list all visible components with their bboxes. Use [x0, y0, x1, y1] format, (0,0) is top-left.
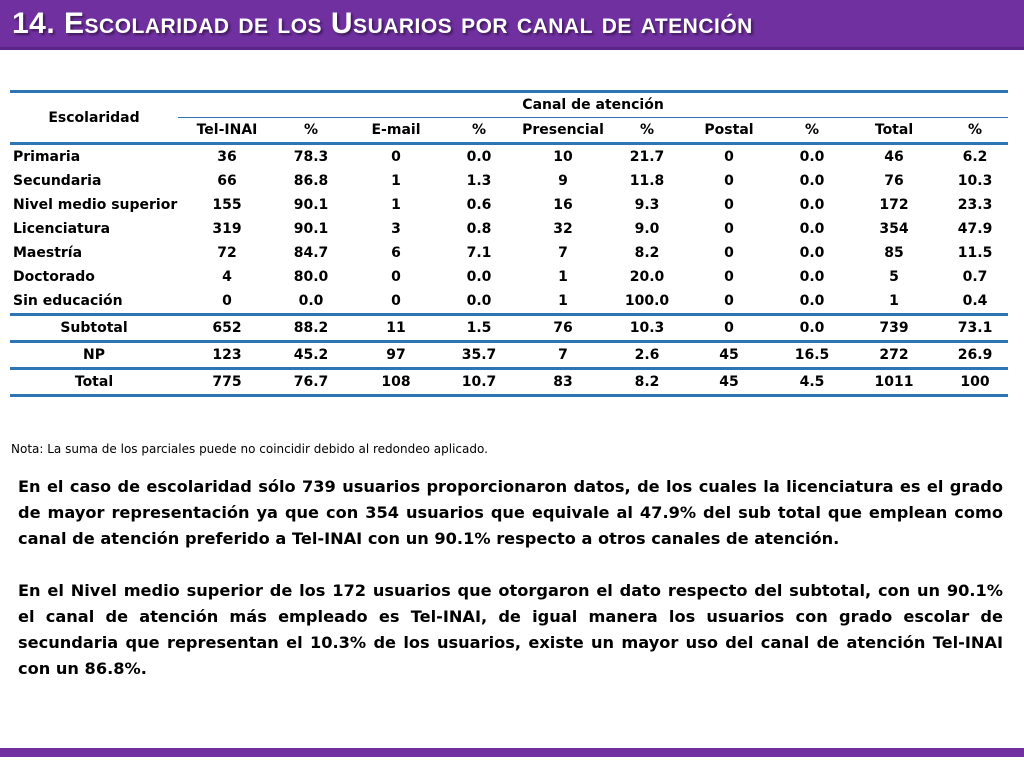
- table-cell: 9.3: [634, 197, 660, 213]
- column-header: %: [639, 122, 655, 138]
- table-cell: 8.2: [634, 374, 660, 390]
- table-cell: 20.0: [629, 269, 665, 285]
- table-cell: 88.2: [293, 320, 329, 336]
- table-cell: 76: [884, 173, 904, 189]
- table-cell: 0.0: [466, 149, 492, 165]
- table-row: [10, 169, 1008, 193]
- table-cell: 1: [558, 293, 568, 309]
- table-cell: 652: [212, 320, 242, 336]
- table-row: [10, 289, 1008, 315]
- table-cell: 32: [553, 221, 573, 237]
- table-cell: 0.0: [799, 173, 825, 189]
- table-cell: 4.5: [799, 374, 825, 390]
- table-cell: 16.5: [794, 347, 830, 363]
- row-label: Maestría: [13, 245, 83, 261]
- column-header: Postal: [704, 122, 754, 138]
- table-cell: 0: [222, 293, 232, 309]
- table-row: [10, 144, 1008, 170]
- header-escolaridad: Escolaridad: [10, 92, 178, 144]
- table-row: [10, 193, 1008, 217]
- table-cell: 0: [724, 245, 734, 261]
- column-header: Total: [874, 122, 914, 138]
- row-label: Secundaria: [13, 173, 102, 189]
- table-cell: 0: [391, 293, 401, 309]
- column-header: %: [471, 122, 487, 138]
- table-cell: 775: [212, 374, 242, 390]
- column-header: Presencial: [522, 122, 604, 138]
- table-cell: 16: [553, 197, 573, 213]
- table-cell: 0: [724, 149, 734, 165]
- table-cell: 66: [217, 173, 237, 189]
- table-cell: 8.2: [634, 245, 660, 261]
- table-cell: 1: [391, 173, 401, 189]
- table-cell: 0.0: [799, 245, 825, 261]
- table-cell: 7: [558, 347, 568, 363]
- table-cell: 6: [391, 245, 401, 261]
- table-cell: 21.7: [629, 149, 665, 165]
- table-cell: 97: [386, 347, 406, 363]
- table-cell: 354: [879, 221, 909, 237]
- subtotal-row: [10, 315, 1008, 342]
- table-cell: 45.2: [293, 347, 329, 363]
- table-cell: 0.7: [962, 269, 988, 285]
- table-cell: 1.5: [466, 320, 492, 336]
- table-cell: 0.4: [962, 293, 988, 309]
- table-cell: 83: [553, 374, 573, 390]
- analysis-text: [18, 474, 1003, 708]
- table-cell: 9: [558, 173, 568, 189]
- table-cell: 2.6: [634, 347, 660, 363]
- table-cell: 3: [391, 221, 401, 237]
- page-title: 14. Escolaridad de los Usuarios por canal de atención: [12, 7, 753, 40]
- np-row: [10, 342, 1008, 369]
- table-cell: 0: [724, 221, 734, 237]
- table-cell: 0.0: [466, 293, 492, 309]
- table-cell: 100: [960, 374, 990, 390]
- row-label: Primaria: [13, 149, 81, 165]
- table-cell: 10: [553, 149, 573, 165]
- table-cell: 23.3: [957, 197, 993, 213]
- table-cell: 1.3: [466, 173, 492, 189]
- paragraph: En el Nivel medio superior de los 172 usuarios que otorgaron el dato respecto del subtotal, con un 90.1% el canal de atención más empleado es Tel-INAI, de igual manera los usuarios con grado escolar de secundaria que representan el 10.3% de los usuarios, existe un mayor uso del canal de atención Tel-INAI con un 86.8%.: [18, 581, 1003, 678]
- row-label: Sin educación: [13, 293, 123, 309]
- table-cell: 739: [879, 320, 909, 336]
- table-cell: 319: [212, 221, 242, 237]
- table-cell: 0.0: [799, 320, 825, 336]
- table-cell: 78.3: [293, 149, 329, 165]
- table-cell: 86.8: [293, 173, 329, 189]
- table-cell: 0.0: [799, 197, 825, 213]
- table-cell: 73.1: [957, 320, 993, 336]
- table-cell: 76: [553, 320, 573, 336]
- row-label: Total: [74, 374, 114, 390]
- table-cell: 45: [719, 347, 739, 363]
- table-cell: 36: [217, 149, 237, 165]
- row-label: Nivel medio superior: [13, 197, 178, 213]
- table-cell: 0: [724, 197, 734, 213]
- table-cell: 0: [391, 269, 401, 285]
- table-cell: 0.6: [466, 197, 492, 213]
- table-cell: 0: [724, 269, 734, 285]
- table-cell: 123: [212, 347, 242, 363]
- table-cell: 26.9: [957, 347, 993, 363]
- table-cell: 6.2: [962, 149, 988, 165]
- table-cell: 76.7: [293, 374, 329, 390]
- table-cell: 272: [879, 347, 909, 363]
- table-cell: 7: [558, 245, 568, 261]
- table-cell: 0: [724, 293, 734, 309]
- table-cell: 85: [884, 245, 904, 261]
- table-cell: 1011: [874, 374, 914, 390]
- table-cell: 0.0: [298, 293, 324, 309]
- table-cell: 72: [217, 245, 237, 261]
- total-row: [10, 369, 1008, 396]
- escolaridad-table: [10, 90, 1008, 397]
- row-label: Doctorado: [13, 269, 95, 285]
- table-cell: 10.3: [629, 320, 665, 336]
- table-cell: 1: [558, 269, 568, 285]
- header-row-group: [10, 92, 1008, 118]
- table-cell: 0: [724, 320, 734, 336]
- column-header: E-mail: [371, 122, 421, 138]
- row-label: NP: [83, 347, 105, 363]
- table-cell: 80.0: [293, 269, 329, 285]
- table-note: Nota: La suma de los parciales puede no coincidir debido al redondeo aplicado.: [11, 442, 488, 456]
- table-cell: 11.5: [957, 245, 993, 261]
- table-cell: 11.8: [629, 173, 665, 189]
- table-row: [10, 217, 1008, 241]
- table-row: [10, 241, 1008, 265]
- row-label: Subtotal: [60, 320, 128, 336]
- column-header: %: [968, 122, 983, 138]
- paragraph: En el caso de escolaridad sólo 739 usuarios proporcionaron datos, de los cuales la licenciatura es el grado de mayor representación ya que con 354 usuarios que equivale al 47.9% del sub total que emplean como canal de atención preferido a Tel-INAI con un 90.1% respecto a otros canales de atención.: [18, 477, 1003, 548]
- table-cell: 0.0: [799, 221, 825, 237]
- table-cell: 84.7: [293, 245, 329, 261]
- table-cell: 4: [222, 269, 232, 285]
- table-cell: 11: [386, 320, 406, 336]
- table-cell: 10.7: [461, 374, 497, 390]
- header-canal-de-atencion: Canal de atención: [178, 92, 1008, 118]
- table-cell: 0.0: [799, 149, 825, 165]
- table-cell: 47.9: [957, 221, 993, 237]
- table-cell: 90.1: [293, 221, 329, 237]
- table-cell: 9.0: [634, 221, 660, 237]
- table-cell: 35.7: [461, 347, 497, 363]
- title-bar: [0, 0, 1024, 50]
- row-label: Licenciatura: [13, 221, 111, 237]
- table-cell: 5: [889, 269, 899, 285]
- column-header: %: [303, 122, 319, 138]
- table-cell: 155: [212, 197, 242, 213]
- column-header: Tel-INAI: [196, 122, 258, 138]
- table-row: [10, 265, 1008, 289]
- table-cell: 172: [879, 197, 909, 213]
- table-cell: 1: [889, 293, 899, 309]
- table-cell: 10.3: [957, 173, 993, 189]
- table-cell: 108: [381, 374, 411, 390]
- table-cell: 0: [391, 149, 401, 165]
- table-cell: 1: [391, 197, 401, 213]
- table-cell: 0.8: [466, 221, 492, 237]
- table-cell: 7.1: [466, 245, 492, 261]
- table-cell: 45: [719, 374, 739, 390]
- table-cell: 0: [724, 173, 734, 189]
- table-cell: 100.0: [624, 293, 670, 309]
- table-cell: 0.0: [799, 293, 825, 309]
- bottom-bar: [0, 748, 1024, 757]
- table-cell: 46: [884, 149, 904, 165]
- table-cell: 90.1: [293, 197, 329, 213]
- column-header: %: [804, 122, 820, 138]
- table-cell: 0.0: [799, 269, 825, 285]
- table-cell: 0.0: [466, 269, 492, 285]
